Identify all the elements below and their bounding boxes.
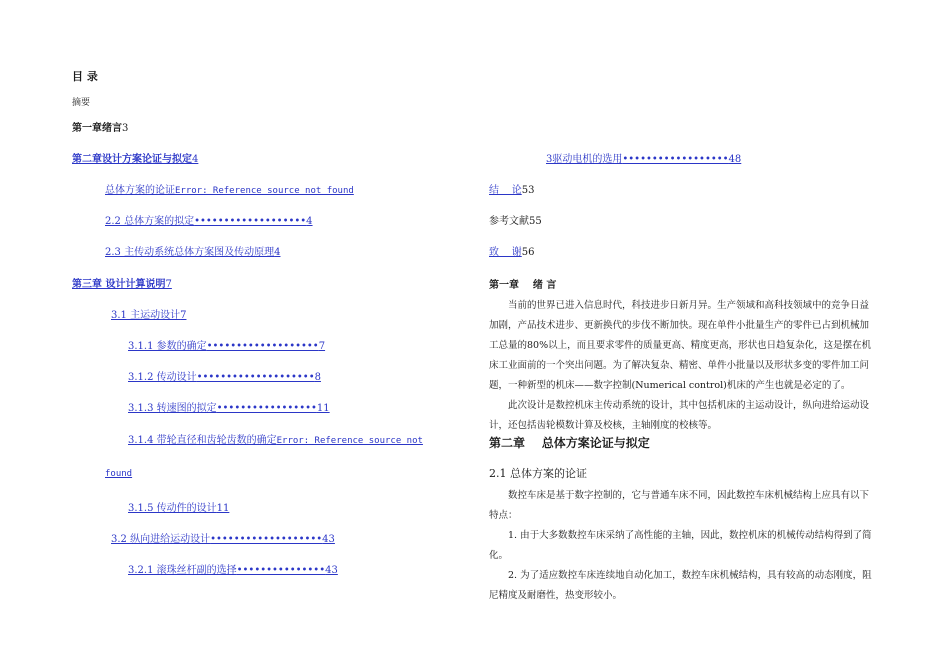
toc-item-3-1-4[interactable] [128, 431, 423, 446]
toc-item-3-3[interactable] [546, 150, 741, 165]
toc-item-page: 7 [180, 310, 187, 321]
toc-item-label: 3.2 纵向进给运动设计 [111, 534, 211, 545]
toc-item-3-1-5[interactable] [128, 499, 229, 514]
toc-item-page: Error: Reference source not [276, 436, 423, 446]
toc-item-leader: ••••••••••••••••••• [210, 534, 323, 545]
chapter-2-heading: 第二章 总体方案论证与拟定 [489, 436, 650, 450]
paragraph-line: 特点： [489, 510, 518, 521]
toc-item-page: 8 [314, 372, 321, 383]
chapter-2-body [489, 486, 872, 606]
toc-item-2-3[interactable] [105, 243, 280, 258]
toc-item-2-2[interactable] [105, 212, 313, 227]
toc-item-label: 3.2.1 滚珠丝杆副的选择 [128, 565, 237, 576]
toc-item-leader: ••••••••••••••••••• [194, 216, 307, 227]
paragraph-line: 计，还包括齿轮模数计算及校核，主轴刚度的校核等。 [489, 420, 718, 431]
paragraph-line: 1. 由于大多数数控车床采纳了高性能的主轴，因此，数控机床的机械传动结构得到了简 [508, 530, 872, 541]
paragraph-line: 工总量的80%以上，而且要求零件的质量更高、精度更高，形状也日趋复杂化，这是摆在机 [489, 340, 872, 351]
paragraph-line: 2. 为了适应数控车床连续地自动化加工，数控车床机械结构，具有较高的动态刚度，阻 [508, 570, 872, 581]
toc-item-page: 4 [306, 216, 313, 227]
toc-item-leader: ••••••••••••••••••• [206, 341, 319, 352]
toc-item-leader: ••••••••••••••••• [216, 403, 317, 414]
paragraph-line: 当前的世界已进入信息时代，科技进步日新月异。生产领域和高科技领域中的竞争日益 [508, 300, 870, 311]
toc-item-ch3[interactable] [72, 275, 172, 290]
toc-item-label: 3.1.4 带轮直径和齿轮齿数的确定 [128, 435, 277, 446]
toc-item-label: 第一章绪言 [72, 123, 122, 134]
toc-item-label: 3.1 主运动设计 [111, 310, 181, 321]
toc-item-label: 3驱动电机的选用 [546, 154, 623, 165]
chapter-1-heading: 第一章 绪 言 [489, 280, 557, 291]
toc-item-page: 48 [728, 154, 742, 165]
toc-item-page: 4 [274, 247, 281, 258]
toc-item-page: 4 [192, 154, 199, 165]
toc-item-page: 55 [529, 216, 542, 227]
toc-item-label: 2.2 总体方案的拟定 [105, 216, 195, 227]
toc-item-ch1[interactable] [72, 119, 128, 134]
toc-item-label: 第二章设计方案论证与拟定 [72, 154, 192, 165]
toc-item-3-1-1[interactable] [128, 337, 325, 352]
toc-item-page: 56 [521, 247, 535, 258]
toc-item-3-1-2[interactable] [128, 368, 321, 383]
toc-item-page: 43 [322, 534, 335, 545]
toc-item-ch2[interactable] [72, 150, 198, 165]
toc-item-3-1[interactable] [111, 306, 186, 321]
toc-item-page: 7 [318, 341, 326, 352]
paragraph-line: 床工业面前的一个突出问题。为了解决复杂、精密、单件小批量以及形状多变的零件加工问 [489, 360, 870, 371]
chapter-1-paragraph-1 [489, 296, 871, 436]
paragraph-line: 化。 [489, 550, 509, 561]
toc-item-page: Error: Reference source not found [175, 186, 354, 196]
toc-item-3-2-1[interactable] [128, 561, 338, 576]
toc-item-3-1-3[interactable] [128, 399, 330, 414]
paragraph-line: 此次设计是数控机床主传动系统的设计，其中包括机床的主运动设计，纵向进给运动设 [508, 400, 870, 411]
toc-item-conclusion[interactable] [489, 181, 534, 196]
toc-item-2-1[interactable] [105, 181, 354, 196]
toc-item-label: 参考文献 [489, 216, 529, 227]
section-2-1-heading: 2.1 总体方案的论证 [489, 467, 587, 480]
paragraph-line: 数控车床是基于数字控制的，它与普通车床不同，因此数控车床机械结构上应具有以下 [508, 490, 870, 501]
toc-item-label: 结 论 [489, 185, 522, 196]
toc-item-page: 43 [325, 565, 338, 576]
toc-item-leader: ••••••••••••••• [236, 565, 326, 576]
toc-abstract[interactable]: 摘要 [72, 98, 91, 108]
paragraph-line: 加剧，产品技术进步、更新换代的步伐不断加快。现在单件小批量生产的零件已占到机械加 [489, 320, 870, 331]
toc-item-label: 3.1.3 转速图的拟定 [128, 403, 217, 414]
toc-item-thanks[interactable] [489, 243, 534, 258]
toc-item-label: 3.1.2 传动设计 [128, 372, 197, 383]
toc-item-label: 致 谢 [489, 247, 522, 258]
toc-title: 目 录 [72, 70, 98, 83]
toc-item-page: 11 [316, 403, 330, 414]
toc-item-page: 53 [521, 185, 535, 196]
paragraph-line: 题，一种新型的机床——数字控制(Numerical control)机床的产生也就是必定的了。 [489, 380, 851, 391]
paragraph-line: 尼精度及耐磨性，热变形较小。 [489, 590, 623, 601]
toc-item-3-1-4-cont[interactable]: found [105, 469, 133, 479]
toc-item-label: 3.1.1 参数的确定 [128, 341, 207, 352]
toc-item-3-2[interactable] [111, 530, 335, 545]
toc-item-label: 2.3 主传动系统总体方案图及传动原理 [105, 247, 275, 258]
toc-item-label: 3.1.5 传动件的设计 [128, 503, 217, 514]
toc-item-leader: •••••••••••••••••••• [196, 372, 315, 383]
toc-item-page: 3 [122, 123, 129, 134]
toc-item-label: 总体方案的论证 [105, 185, 175, 196]
toc-item-references[interactable] [489, 212, 542, 227]
toc-item-leader: •••••••••••••••••• [622, 154, 729, 165]
toc-item-page: 11 [216, 503, 230, 514]
toc-item-label: 第三章 设计计算说明 [72, 279, 166, 290]
toc-item-page: 7 [165, 279, 172, 290]
